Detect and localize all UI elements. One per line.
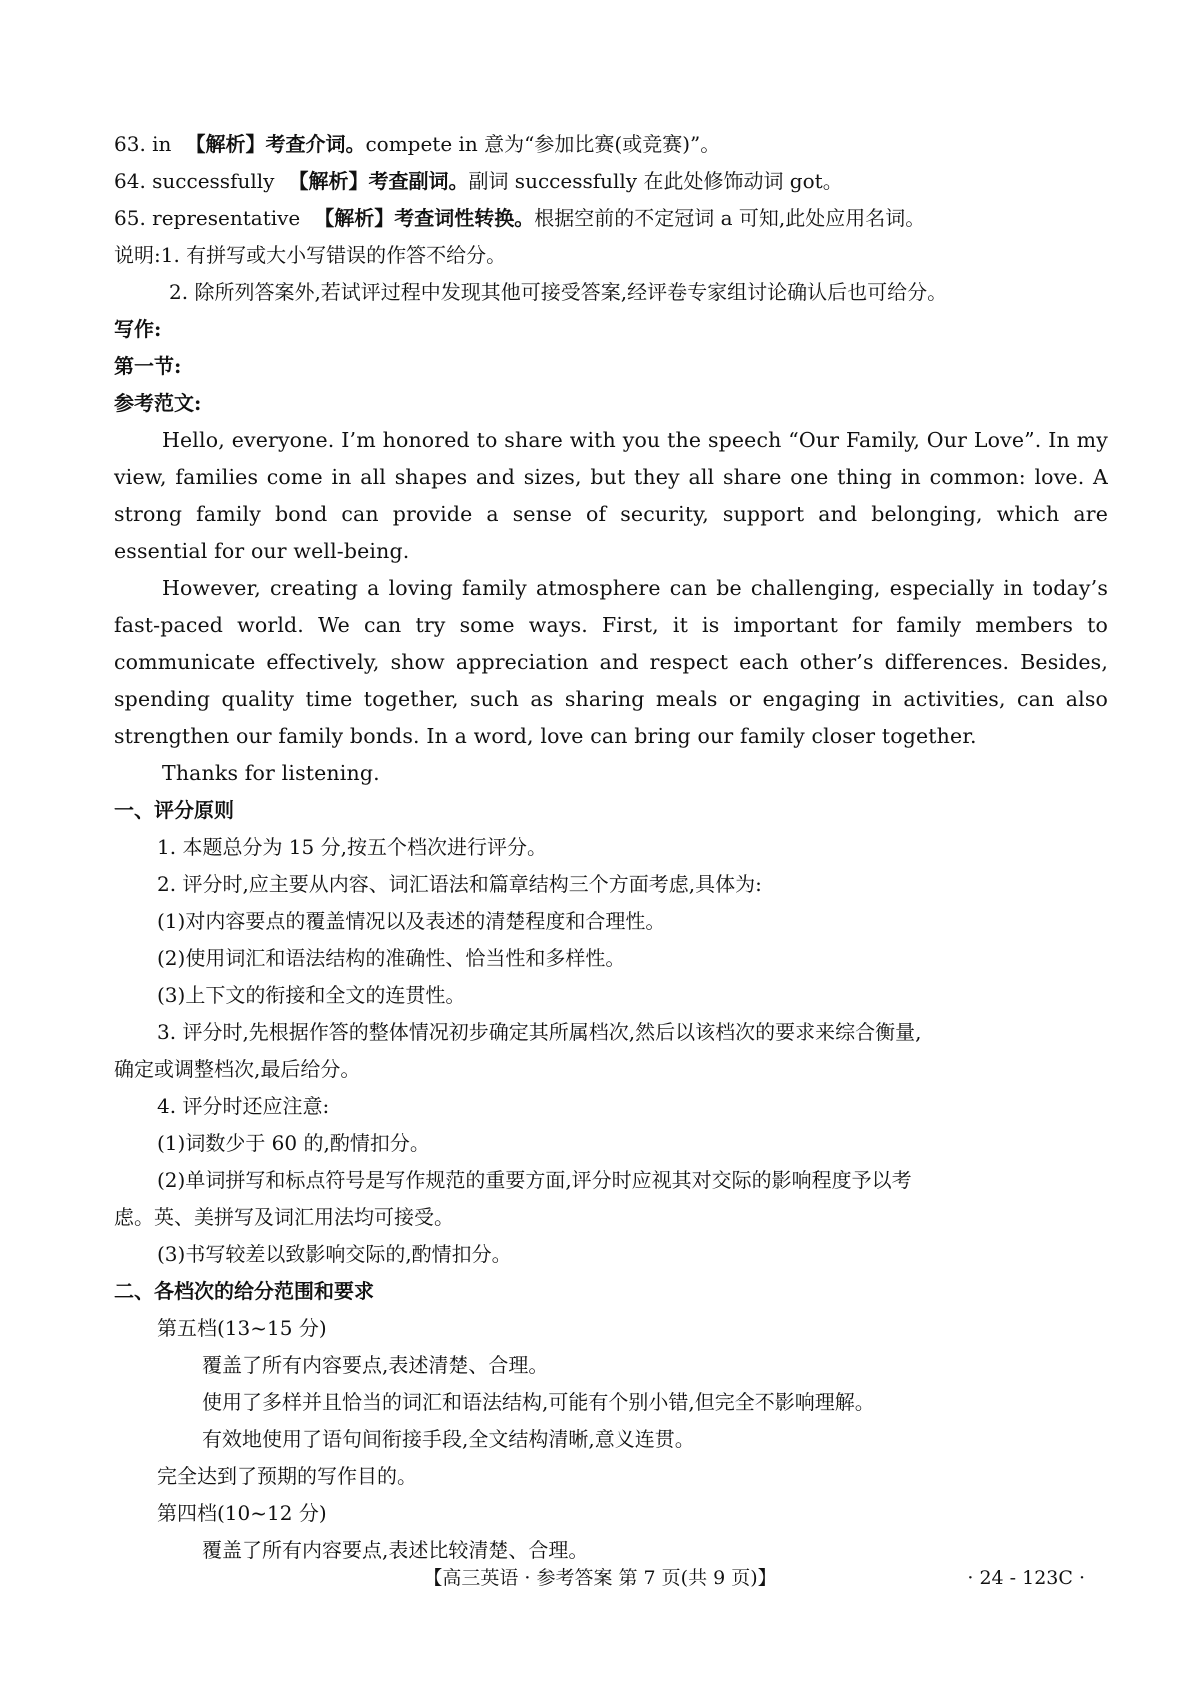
level-summary: 完全达到了预期的写作目的。 (157, 1464, 417, 1488)
footer-page-info: 【高三英语 · 参考答案 第 7 页(共 9 页)】 (423, 1567, 777, 1589)
scoring-item: (1)词数少于 60 的,酌情扣分。 (157, 1131, 430, 1155)
sample-paragraph-3: Thanks for listening. (162, 761, 380, 785)
scoring-item: (2)使用词汇和语法结构的准确性、恰当性和多样性。 (157, 946, 626, 970)
analysis-tag: 【解析】考查副词。 (288, 169, 469, 193)
answer-number: 63. in (114, 132, 172, 156)
level-point: 使用了多样并且恰当的词汇和语法结构,可能有个别小错,但完全不影响理解。 (202, 1390, 875, 1414)
answer-65 (114, 200, 1108, 237)
answer-63 (114, 126, 1108, 163)
footer-code: · 24 - 123C · (967, 1567, 1085, 1589)
scoring-item: 1. 本题总分为 15 分,按五个档次进行评分。 (157, 835, 547, 859)
scoring-item: (3)书写较差以致影响交际的,酌情扣分。 (157, 1242, 512, 1266)
analysis-text: 根据空前的不定冠词 a 可知,此处应用名词。 (534, 206, 926, 230)
level-point: 覆盖了所有内容要点,表述比较清楚、合理。 (202, 1538, 589, 1562)
sample-heading: 参考范文: (114, 391, 202, 415)
sample-paragraph-1: Hello, everyone. I’m honored to share with you the speech “Our Family, Our Love”. In my view, families come in all shapes and sizes, but they all share one thing in common: love. A strong family bond can provide a sense of security, support and belonging, which are essential for our well-being. (114, 428, 1108, 563)
writing-heading: 写作: (114, 317, 162, 341)
level-point: 有效地使用了语句间衔接手段,全文结构清晰,意义连贯。 (202, 1427, 695, 1451)
levels-heading: 二、各档次的给分范围和要求 (114, 1279, 374, 1303)
analysis-text: 副词 successfully 在此处修饰动词 got。 (468, 169, 843, 193)
note-1: 说明:1. 有拼写或大小写错误的作答不给分。 (114, 243, 507, 267)
scoring-item: 4. 评分时还应注意: (157, 1094, 330, 1118)
note-2: 2. 除所列答案外,若试评过程中发现其他可接受答案,经评卷专家组讨论确认后也可给分。 (169, 280, 948, 304)
scoring-item: (3)上下文的衔接和全文的连贯性。 (157, 983, 466, 1007)
scoring-item-continuation: 确定或调整档次,最后给分。 (114, 1057, 361, 1081)
scoring-heading: 一、评分原则 (114, 798, 234, 822)
scoring-item-continuation: 虑。英、美拼写及词汇用法均可接受。 (114, 1205, 454, 1229)
analysis-text: compete in 意为“参加比赛(或竞赛)”。 (365, 132, 721, 156)
section-heading: 第一节: (114, 354, 182, 378)
level-4-title: 第四档(10~12 分) (157, 1501, 327, 1525)
scoring-item: 2. 评分时,应主要从内容、词汇语法和篇章结构三个方面考虑,具体为: (157, 872, 762, 896)
sample-paragraph-2: However, creating a loving family atmosphere can be challenging, especially in today’s fast-paced world. We can try some ways. First, it is important for family members to communicate effectively, show appreciation and respect each other’s differences. Besides, spending quality time together, such as sharing meals or engaging in activities, can also strengthen our family bonds. In a word, love can bring our family closer together. (114, 576, 1108, 748)
level-5-title: 第五档(13~15 分) (157, 1316, 327, 1340)
scoring-item: (2)单词拼写和标点符号是写作规范的重要方面,评分时应视其对交际的影响程度予以考 (157, 1168, 912, 1192)
page-footer (0, 1563, 1200, 1593)
analysis-tag: 【解析】考查介词。 (185, 132, 366, 156)
answer-number: 64. successfully (114, 169, 275, 193)
analysis-tag: 【解析】考查词性转换。 (314, 206, 535, 230)
answer-number: 65. representative (114, 206, 301, 230)
scoring-item: (1)对内容要点的覆盖情况以及表述的清楚程度和合理性。 (157, 909, 666, 933)
scoring-item: 3. 评分时,先根据作答的整体情况初步确定其所属档次,然后以该档次的要求来综合衡量, (157, 1020, 922, 1044)
level-point: 覆盖了所有内容要点,表述清楚、合理。 (202, 1353, 549, 1377)
answer-64 (114, 163, 1108, 200)
